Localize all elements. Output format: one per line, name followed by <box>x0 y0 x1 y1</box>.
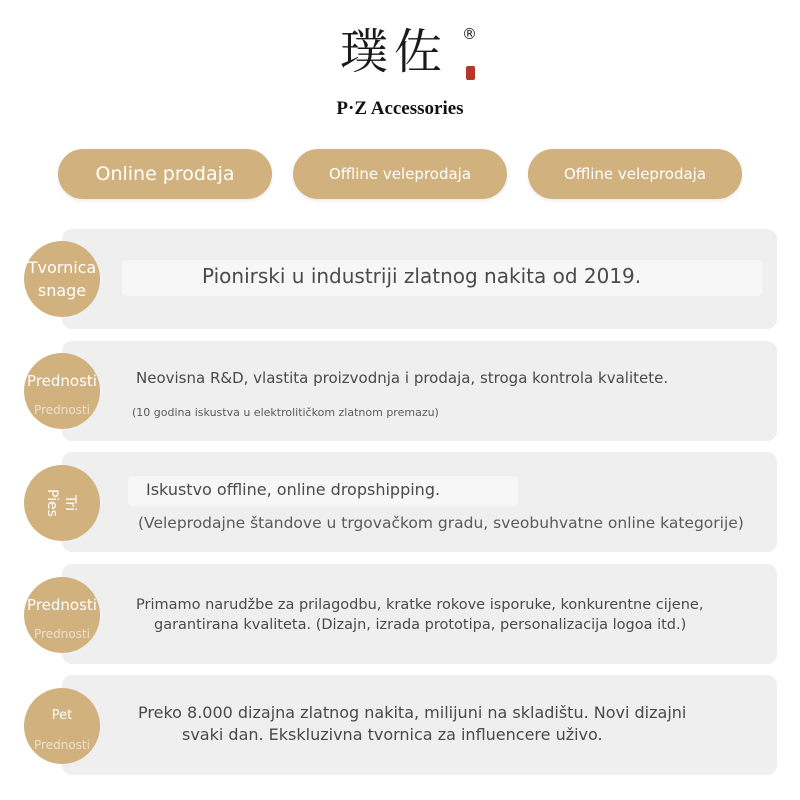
card-badge-3 <box>24 465 100 541</box>
card-badge-4 <box>24 577 100 653</box>
logo-chinese-characters: 璞佐 <box>340 24 449 80</box>
card-subtext: (Veleprodajne štandove u trgovačkom gradu, sveobuhvatne online kategorije) <box>138 514 744 532</box>
badge-label: Tri <box>62 494 78 512</box>
feature-card-3 <box>62 452 777 552</box>
badge-label: Prednosti <box>27 596 97 614</box>
badge-label: Prednosti <box>34 627 90 641</box>
badge-label: snage <box>37 281 87 300</box>
red-seal-icon <box>466 66 475 80</box>
feature-card-5 <box>62 675 777 775</box>
card-text: garantirana kvaliteta. (Dizajn, izrada prototipa, personalizacija logoa itd.) <box>154 617 687 633</box>
card-text: Iskustvo offline, online dropshipping. <box>146 480 441 499</box>
badge-label: Pies <box>44 489 60 517</box>
badge-label: Prednosti <box>27 372 97 390</box>
card-badge-2 <box>24 353 100 429</box>
card-text: Preko 8.000 dizajna zlatnog nakita, milijuni na skladištu. Novi dizajni <box>138 703 687 722</box>
card-subtext: (10 godina iskustva u elektrolitičkom zlatnom premazu) <box>132 406 439 419</box>
card-badge-5 <box>24 688 100 764</box>
badge-label: Pet <box>51 708 73 723</box>
feature-card-1 <box>62 229 777 329</box>
brand-logo <box>0 10 800 125</box>
registered-mark: ® <box>462 25 477 43</box>
rotated-badge-text <box>24 465 100 541</box>
card-text: Pionirski u industriji zlatnog nakita od 2019. <box>202 264 642 288</box>
badge-label: Tvornica <box>27 258 97 277</box>
badge-label: Prednosti <box>34 403 90 417</box>
offline-wholesale-button-2[interactable]: Offline veleprodaja <box>528 149 742 199</box>
card-badge-1 <box>24 241 100 317</box>
badge-label: Prednosti <box>34 738 90 752</box>
card-text: svaki dan. Ekskluzivna tvornica za influencere uživo. <box>182 725 603 744</box>
feature-card-4 <box>62 564 777 664</box>
online-sales-button[interactable]: Online prodaja <box>58 149 272 199</box>
card-text: Neovisna R&D, vlastita proizvodnja i prodaja, stroga kontrola kvalitete. <box>136 369 669 387</box>
feature-card-2 <box>62 341 777 441</box>
card-text: Primamo narudžbe za prilagodbu, kratke rokove isporuke, konkurentne cijene, <box>136 597 704 613</box>
offline-wholesale-button[interactable]: Offline veleprodaja <box>293 149 507 199</box>
brand-name: P·Z Accessories <box>336 98 464 119</box>
